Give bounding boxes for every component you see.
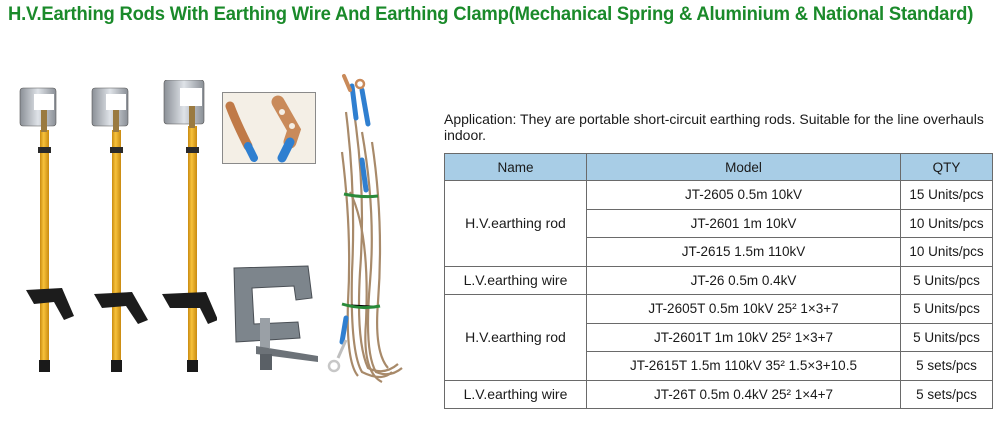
earthing-wire-image bbox=[322, 72, 412, 394]
page-title: H.V.Earthing Rods With Earthing Wire And Earthing Clamp(Mechanical Spring & Aluminium & National Standard) bbox=[8, 4, 974, 25]
table-row bbox=[445, 266, 993, 295]
row-name: L.V.earthing wire bbox=[445, 266, 587, 295]
row-model: JT-26 0.5m 0.4kV bbox=[587, 266, 901, 295]
row-name: H.V.earthing rod bbox=[445, 181, 587, 267]
row-name: L.V.earthing wire bbox=[445, 380, 587, 409]
row-qty: 10 Units/pcs bbox=[901, 209, 993, 238]
earthing-rods-image bbox=[12, 80, 217, 386]
table-header-row bbox=[445, 154, 993, 181]
table-row bbox=[445, 295, 993, 324]
header-qty: QTY bbox=[901, 154, 993, 181]
header-model: Model bbox=[587, 154, 901, 181]
spec-table bbox=[444, 153, 993, 409]
row-model: JT-2605 0.5m 10kV bbox=[587, 181, 901, 210]
earthing-clamp-image bbox=[228, 262, 324, 372]
row-model: JT-2605T 0.5m 10kV 25² 1×3+7 bbox=[587, 295, 901, 324]
application-description: Application: They are portable short-circuit earthing rods. Suitable for the line overhauls indoor. bbox=[444, 111, 984, 143]
row-qty: 5 Units/pcs bbox=[901, 266, 993, 295]
row-model: JT-2601 1m 10kV bbox=[587, 209, 901, 238]
row-model: JT-2615T 1.5m 110kV 35² 1.5×3+10.5 bbox=[587, 352, 901, 381]
row-model: JT-2601T 1m 10kV 25² 1×3+7 bbox=[587, 323, 901, 352]
wire-terminal-closeup-image bbox=[222, 92, 316, 164]
row-model: JT-26T 0.5m 0.4kV 25² 1×4+7 bbox=[587, 380, 901, 409]
table-row bbox=[445, 380, 993, 409]
row-qty: 5 sets/pcs bbox=[901, 352, 993, 381]
row-name: H.V.earthing rod bbox=[445, 295, 587, 381]
row-qty: 10 Units/pcs bbox=[901, 238, 993, 267]
row-model: JT-2615 1.5m 110kV bbox=[587, 238, 901, 267]
row-qty: 15 Units/pcs bbox=[901, 181, 993, 210]
row-qty: 5 sets/pcs bbox=[901, 380, 993, 409]
row-qty: 5 Units/pcs bbox=[901, 323, 993, 352]
row-qty: 5 Units/pcs bbox=[901, 295, 993, 324]
header-name: Name bbox=[445, 154, 587, 181]
table-row bbox=[445, 181, 993, 210]
